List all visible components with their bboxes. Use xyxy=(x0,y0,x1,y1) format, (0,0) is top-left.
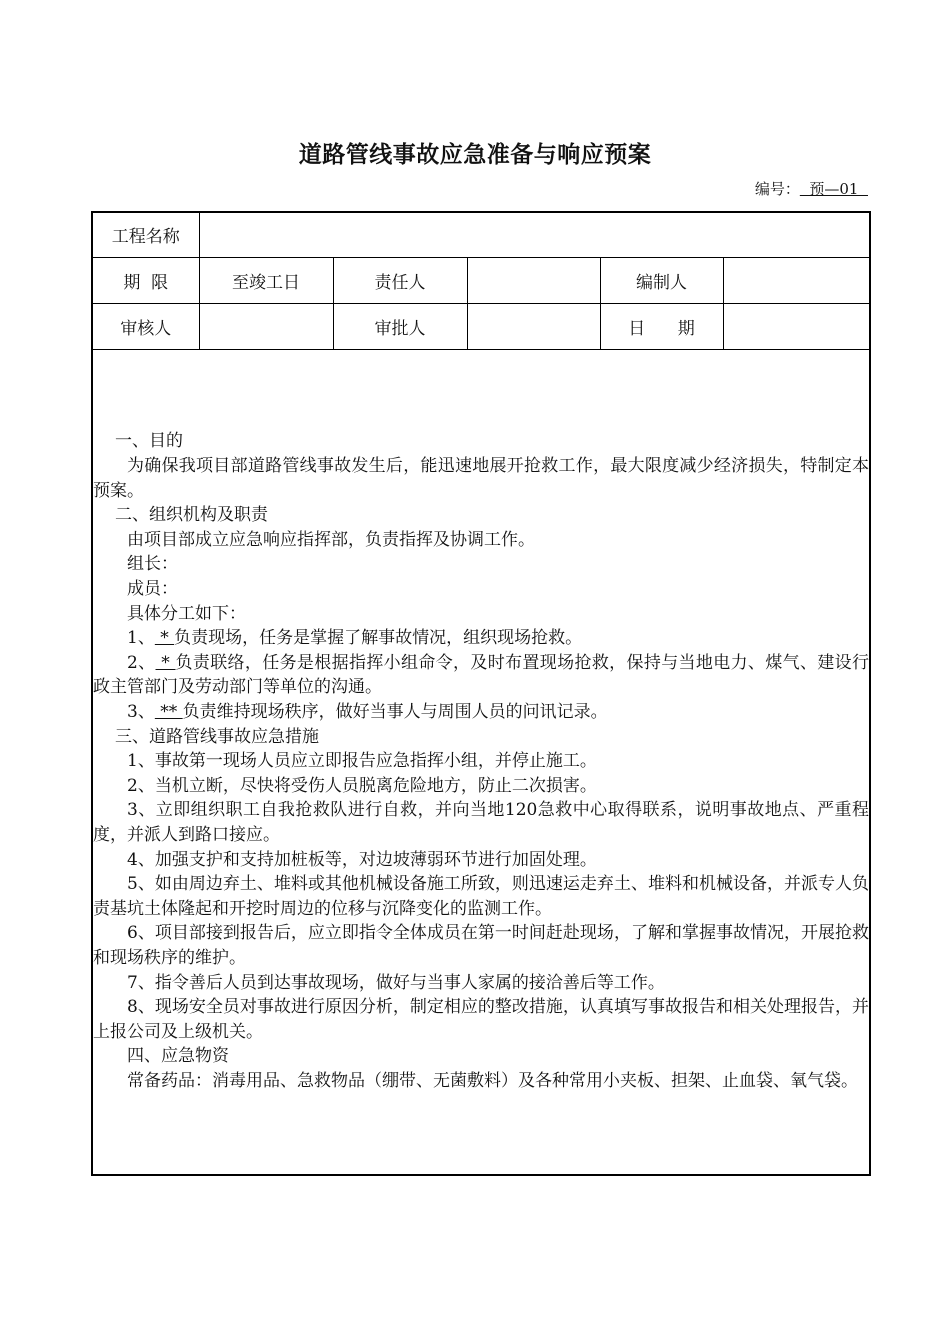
measure-item-5: 5、如由周边弃土、堆料或其他机械设备施工所致，则迅速运走弃土、堆料和机械设备，并派专人负责基坑土体隆起和开挖时周边的位移与沉降变化的监测工作。 xyxy=(93,874,870,919)
division-item-2-number: 2、 xyxy=(127,652,156,673)
measure-item-2: 2、当机立断，尽快将受伤人员脱离危险地方，防止二次损害。 xyxy=(127,775,597,796)
division-item-2-text: 负责联络，任务是根据指挥小组命令，及时布置现场抢救，保持与当地电力、煤气、建设行政主管部门及劳动部门等单位的沟通。 xyxy=(93,652,870,698)
section-purpose-title: 一、目的 xyxy=(115,431,183,452)
division-item-1-blank: * xyxy=(154,628,175,649)
measure-item-4: 4、加强支护和支持加桩板等，对边坡薄弱环节进行加固处理。 xyxy=(127,849,597,870)
document-code-value: 预—01 xyxy=(799,180,868,198)
author-value[interactable] xyxy=(723,257,870,303)
responsible-label: 责任人 xyxy=(333,257,467,303)
document-code-label: 编号： xyxy=(754,180,800,198)
division-item-1 xyxy=(93,626,869,651)
leader-line: 组长： xyxy=(127,554,178,575)
period-value[interactable]: 至竣工日 xyxy=(199,257,333,303)
measure-item-3: 3、立即组织职工自我抢救队进行自救，并向当地120急救中心取得联系，说明事故地点、严重程度，并派人到路口接应。 xyxy=(93,800,870,845)
division-item-2 xyxy=(93,651,869,700)
division-item-2-blank: * xyxy=(155,652,176,673)
members-line: 成员： xyxy=(127,579,178,600)
division-item-3-number: 3、 xyxy=(127,702,155,723)
author-label: 编制人 xyxy=(600,257,723,303)
responsible-value[interactable] xyxy=(467,257,600,303)
date-value[interactable] xyxy=(723,303,870,349)
reviewer-value[interactable] xyxy=(199,303,333,349)
project-name-value[interactable] xyxy=(199,212,870,257)
division-item-1-number: 1、 xyxy=(127,628,155,649)
document-code xyxy=(755,178,868,199)
approver-label: 审批人 xyxy=(333,303,467,349)
measure-item-7: 7、指令善后人员到达事故现场，做好与当事人家属的接洽善后等工作。 xyxy=(127,972,665,993)
measure-item-1: 1、事故第一现场人员应立即报告应急指挥小组，并停止施工。 xyxy=(127,751,597,772)
plan-form-table xyxy=(91,211,871,1176)
measure-item-6: 6、项目部接到报告后，应立即指令全体成员在第一时间赶赴现场，了解和掌握事故情况，开展抢救和现场秩序的维护。 xyxy=(93,923,870,968)
section-measures-title: 三、道路管线事故应急措施 xyxy=(115,726,319,747)
section-purpose-text: 为确保我项目部道路管线事故发生后，能迅速地展开抢救工作，最大限度减少经济损失，特制定本预案。 xyxy=(93,456,870,501)
division-item-3-blank: ** xyxy=(154,702,183,723)
division-item-3 xyxy=(93,700,869,725)
measure-item-8: 8、现场安全员对事故进行原因分析，制定相应的整改措施，认真填写事故报告和相关处理报告，并上报公司及上级机关。 xyxy=(93,997,870,1042)
division-item-1-text: 负责现场，任务是掌握了解事故情况，组织现场抢救。 xyxy=(174,628,583,649)
section-supplies-title: 四、应急物资 xyxy=(127,1046,229,1067)
reviewer-label: 审核人 xyxy=(92,303,199,349)
section-supplies-text: 常备药品：消毒用品、急救物品（绷带、无菌敷料）及各种常用小夹板、担架、止血袋、氧气袋。 xyxy=(127,1070,858,1091)
approver-value[interactable] xyxy=(467,303,600,349)
division-item-3-text: 负责维持现场秩序，做好当事人与周围人员的问讯记录。 xyxy=(182,702,608,723)
project-name-label: 工程名称 xyxy=(92,212,199,257)
section-organization-text: 由项目部成立应急响应指挥部，负责指挥及协调工作。 xyxy=(127,529,535,550)
date-label: 日 期 xyxy=(600,303,723,349)
document-title: 道路管线事故应急准备与响应预案 xyxy=(298,142,652,168)
period-label: 期 限 xyxy=(92,257,199,303)
division-intro: 具体分工如下： xyxy=(127,603,246,624)
section-organization-title: 二、组织机构及职责 xyxy=(115,505,268,526)
plan-body xyxy=(92,349,870,1175)
